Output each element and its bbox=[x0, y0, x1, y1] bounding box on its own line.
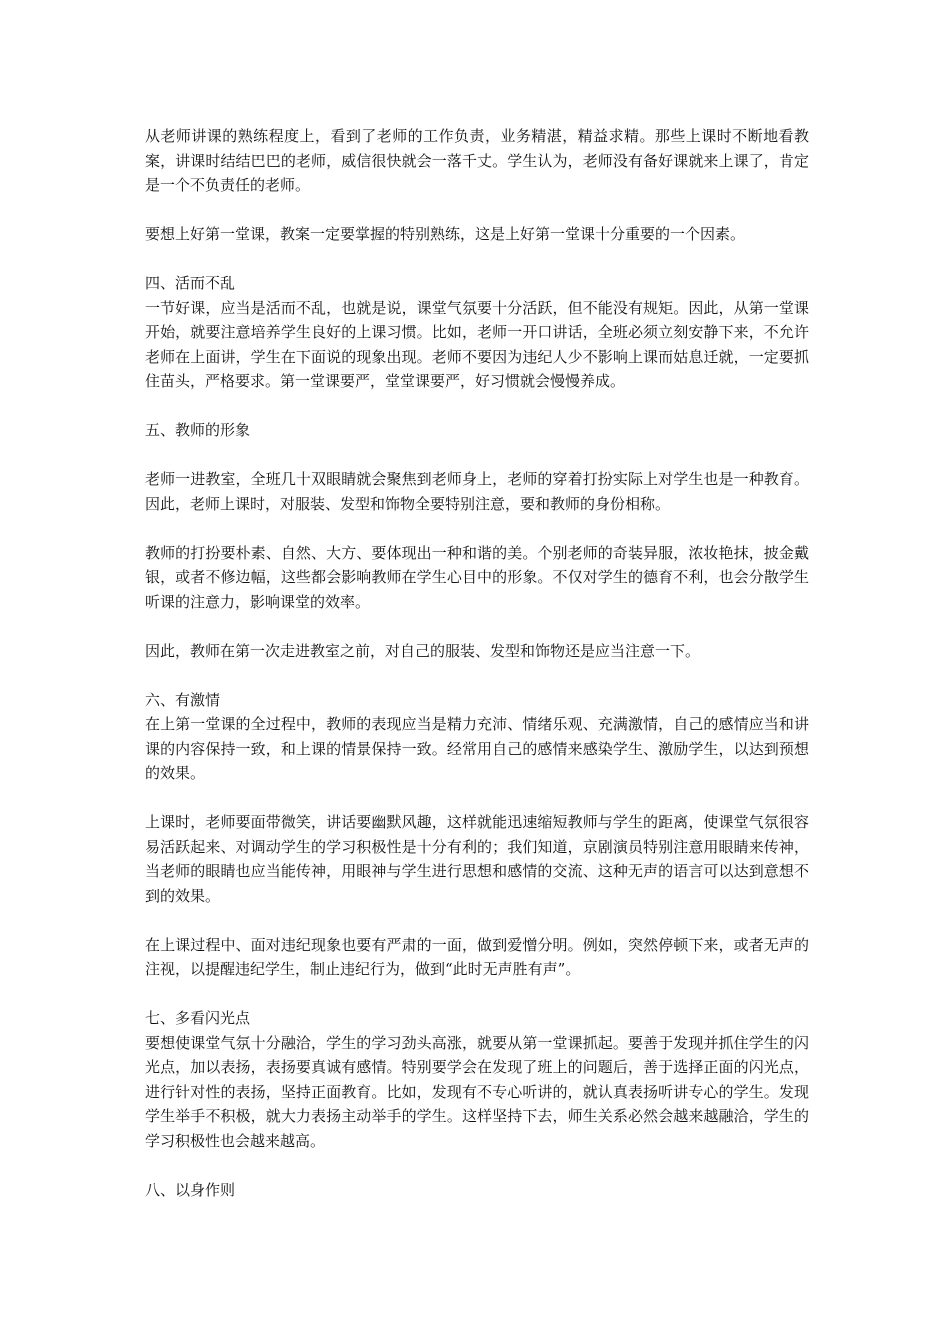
heading-section-6: 六、有激情 bbox=[145, 690, 221, 709]
paragraph-bright-spots: 要想使课堂气氛十分融洽，学生的学习劲头高涨，就要从第一堂课抓起。要善于发现并抓住学生的闪光点，加以表扬，表扬要真诚有感情。特别要学会在发现了班上的问题后，善于选择正面的闪光点，进行针对性的表扬，坚持正面教育。比如，发现有不专心听讲的，就认真表扬听讲专心的学生。发现学生举手不积极，就大力表扬主动举手的学生。这样坚持下去，师生关系必然会越来越融洽，学生的学习积极性也会越来越高。 bbox=[145, 1033, 809, 1150]
document-page bbox=[145, 124, 809, 1202]
paragraph-attire-conclusion: 因此，教师在第一次走进教室之前，对自己的服装、发型和饰物还是应当注意一下。 bbox=[145, 641, 701, 660]
paragraph-smile-humor: 上课时，老师要面带微笑，讲话要幽默风趣，这样就能迅速缩短教师与学生的距离，使课堂气氛很容易活跃起来、对调动学生的学习积极性是十分有利的；我们知道，京剧演员特别注意用眼睛来传神，当老师的眼睛也应当能传神，用眼神与学生进行思想和感情的交流、这种无声的语言可以达到意想不到的效果。 bbox=[145, 813, 809, 905]
paragraph-lesson-plan-mastery: 要想上好第一堂课，教案一定要掌握的特别熟练，这是上好第一堂课十分重要的一个因素。 bbox=[145, 225, 746, 243]
heading-section-8: 八、以身作则 bbox=[145, 1180, 236, 1199]
paragraph-teacher-attire: 老师一进教室，全班几十双眼睛就会聚焦到老师身上，老师的穿着打扮实际上对学生也是一种教育。因此，老师上课时，对服装、发型和饰物全要特别注意，要和教师的身份相称。 bbox=[145, 470, 809, 513]
paragraph-lively-orderly: 一节好课，应当是活而不乱，也就是说，课堂气氛要十分活跃，但不能没有规矩。因此，从第一堂课开始，就要注意培养学生良好的上课习惯。比如，老师一开口讲话，全班必须立刻安静下来，不允许老师在上面讲，学生在下面说的现象出现。老师不要因为违纪人少不影响上课而姑息迁就，一定要抓住苗头，严格要求。第一堂课要严，堂堂课要严，好习惯就会慢慢养成。 bbox=[145, 298, 809, 390]
heading-section-7: 七、多看闪光点 bbox=[145, 1009, 251, 1027]
paragraph-lesson-proficiency: 从老师讲课的熟练程度上，看到了老师的工作负责，业务精湛，精益求精。那些上课时不断地看教案，讲课时结结巴巴的老师，威信很快就会一落千丈。学生认为，老师没有备好课就来上课了，肯定是一个不负责任的老师。 bbox=[145, 127, 809, 194]
paragraph-passion: 在上第一堂课的全过程中，教师的表现应当是精力充沛、情绪乐观、充满激情，自己的感情应当和讲课的内容保持一致，和上课的情景保持一致。经常用自己的感情来感染学生、激励学生，以达到预想的效果。 bbox=[145, 715, 809, 782]
heading-section-4: 四、活而不乱 bbox=[145, 274, 236, 292]
paragraph-discipline: 在上课过程中、面对违纪现象也要有严肃的一面，做到爱憎分明。例如，突然停顿下来，或者无声的注视，以提醒违纪学生，制止违纪行为，做到“此时无声胜有声”。 bbox=[145, 935, 809, 978]
heading-section-5: 五、教师的形象 bbox=[145, 421, 251, 439]
paragraph-dress-simplicity: 教师的打扮要朴素、自然、大方、要体现出一种和谐的美。个别老师的奇装异服，浓妆艳抹，披金戴银，或者不修边幅，这些都会影响教师在学生心目中的形象。不仅对学生的德育不利，也会分散学生听课的注意力，影响课堂的效率。 bbox=[145, 543, 809, 611]
